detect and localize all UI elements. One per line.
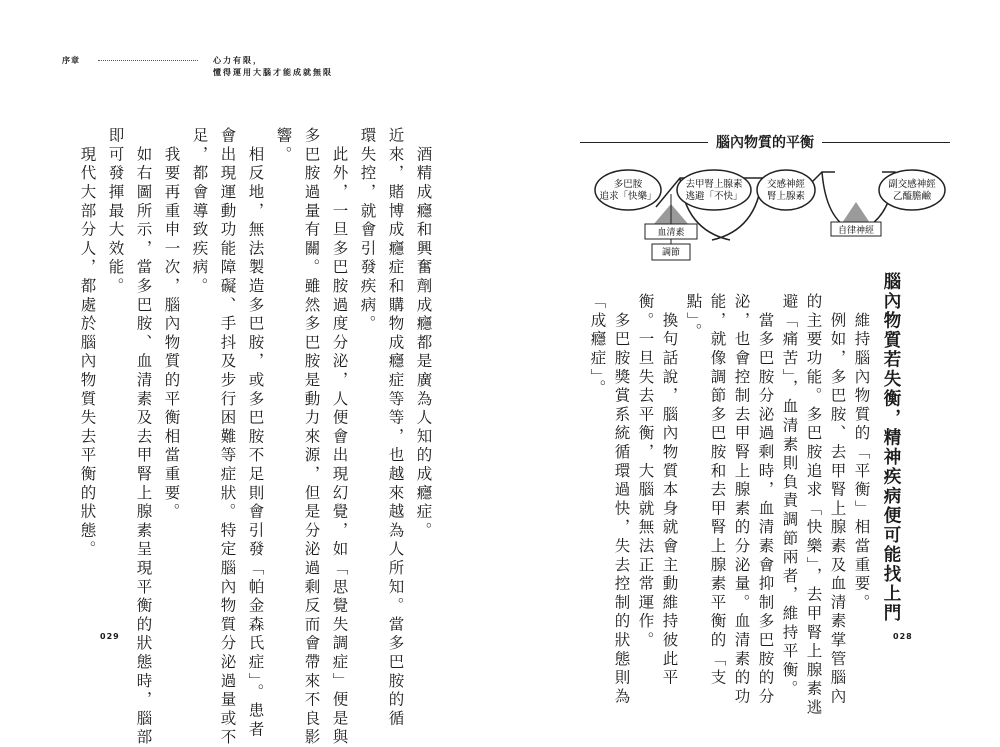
dopamine-desc: 追求「快樂」 (599, 191, 657, 202)
norepinephrine-desc: 逃避「不快」 (685, 191, 743, 202)
autonomic-balance (757, 170, 945, 236)
right-body-column-2: 例如，多巴胺、去甲腎上腺素及血清素掌管腦內 (828, 293, 847, 707)
sympathetic-pan (757, 170, 815, 210)
parasympathetic-pan (879, 170, 945, 210)
left-body-column-2: 近來，賭博成癮症和購物成癮症等等，也越來越為人所知。當多巴胺的循 (386, 127, 405, 729)
left-body-column-10: 我要再重申一次，腦內物質的平衡相當重要。 (162, 127, 181, 522)
chapter-title-line2: 懂得運用大腦才能成就無限 (213, 68, 333, 77)
left-body-column-6: 響。 (274, 127, 293, 165)
dopamine-pan (595, 170, 661, 210)
chapter-label: 序章 (62, 56, 80, 65)
left-body-column-7: 相反地，無法製造多巴胺，或多巴胺不足則會引發「帕金森氏症」。患者 (246, 127, 265, 740)
left-body-column-11: 如右圖所示，當多巴胺、血清素及去甲腎上腺素呈現平衡的狀態時，腦部 (134, 127, 153, 747)
adjust-label: 調節 (661, 248, 681, 258)
right-body-column-6: 泌，也會控制去甲腎上腺素的分泌量。血清素的功 (732, 293, 751, 707)
right-body-column-5: 當多巴胺分泌過剩時，血清素會抑制多巴胺的分 (756, 293, 775, 707)
diagram-title-rule (580, 128, 950, 158)
right-body-column-9: 換句話說，腦內物質本身就會主動維持彼此平 (660, 293, 679, 688)
right-body-column-4: 避「痛苦」，血清素則負責調節兩者，維持平衡。 (780, 293, 799, 699)
acetylcholine-label: 乙醯膽鹼 (892, 191, 932, 202)
balance-diagram (590, 160, 950, 270)
dopamine-label: 多巴胺 (613, 179, 643, 190)
right-body-column-12: 「成癮症」。 (588, 293, 607, 399)
left-body-column-9: 足，都會導致疾病。 (190, 127, 209, 297)
left-body-column-1: 酒精成癮和興奮劑成癮都是廣為人知的成癮症。 (414, 127, 433, 541)
left-body-column-3: 環失控，就會引發疾病。 (358, 127, 377, 334)
diagram-title: 腦內物質的平衡 (580, 132, 950, 152)
neurotransmitter-balance (595, 170, 785, 260)
left-body-column-13: 現代大部分人，都處於腦內物質失去平衡的狀態。 (78, 127, 97, 560)
right-body-column-1: 維持腦內物質的「平衡」相當重要。 (852, 293, 871, 613)
adrenaline-label: 腎上腺素 (766, 191, 806, 202)
right-body-column-7: 能，就像調節多巴胺和去甲腎上腺素平衡的「支 (708, 293, 727, 688)
section-heading: 腦內物質若失衡，精神疾病便可能找上門 (881, 272, 901, 623)
norepinephrine-pan (677, 170, 751, 210)
right-body-column-8: 點」。 (684, 293, 703, 342)
left-body-column-5: 多巴胺過量有關。雖然多巴胺是動力來源，但是分泌過剩反而會帶來不良影 (302, 127, 321, 747)
parasympathetic-label: 副交感神經 (888, 179, 936, 190)
left-body-column-12: 即可發揮最大效能。 (106, 127, 125, 297)
header-dotted-leader (98, 60, 198, 61)
chapter-title-line1: 心力有限， (213, 56, 263, 65)
sympathetic-label: 交感神經 (766, 179, 806, 190)
autonomic-label: 自律神經 (837, 226, 875, 236)
norepinephrine-label: 去甲腎上腺素 (685, 179, 743, 190)
left-body-column-8: 會出現運動功能障礙、手抖及步行困難等症狀。特定腦內物質分泌過量或不 (218, 127, 237, 747)
left-body-column-4: 此外，一旦多巴胺過度分泌，人便會出現幻覺，如「思覺失調症」便是與 (330, 127, 349, 747)
right-body-column-3: 的主要功能。多巴胺追求「快樂」，去甲腎上腺素逃 (804, 293, 823, 718)
right-body-column-10: 衡。一旦失去平衡，大腦就無法正常運作。 (636, 293, 655, 651)
right-page-number: 028 (893, 632, 913, 641)
serotonin-label: 血清素 (657, 228, 685, 238)
right-body-column-11: 多巴胺獎賞系統循環過快，失去控制的狀態則為 (612, 293, 631, 707)
left-page-number: 029 (100, 632, 120, 641)
